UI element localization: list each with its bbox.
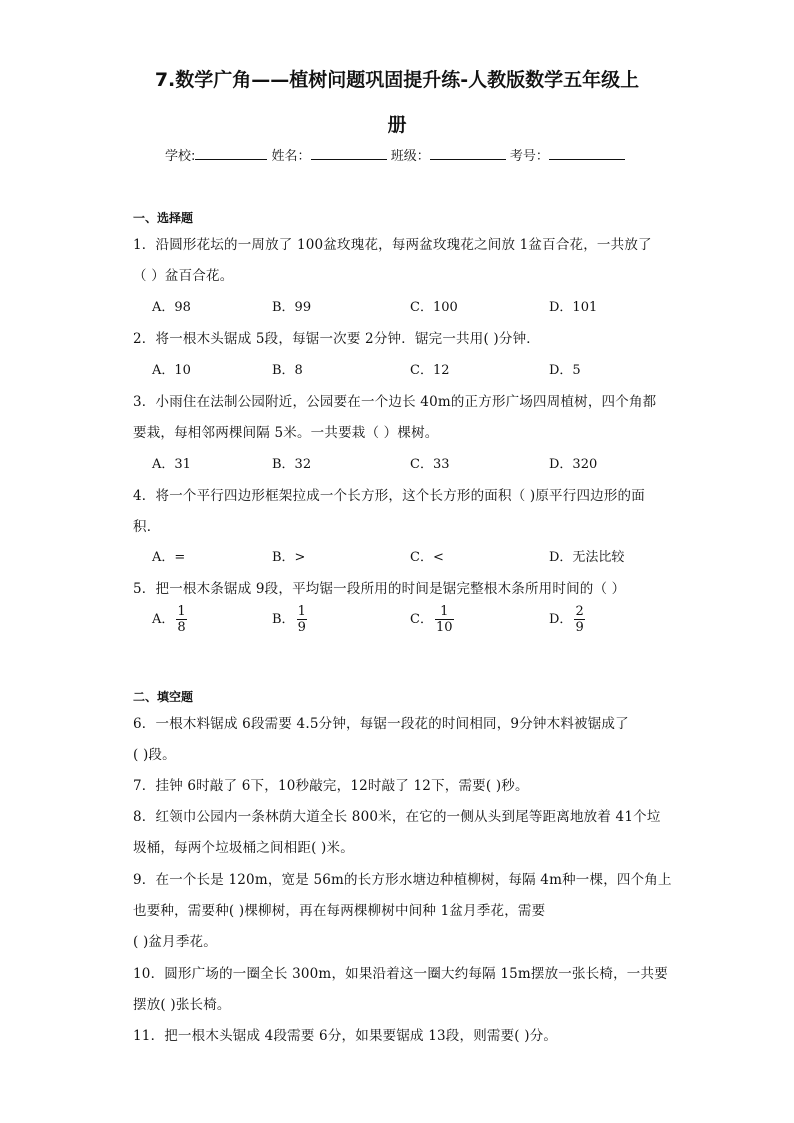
- question-6-line-1: 6．一根木料锯成 6段需要 4.5分钟，每锯一段花的时间相同，9分钟木料被锯成了: [133, 716, 629, 732]
- question-4-option-b: B．>: [272, 550, 306, 565]
- question-4-option-d: D．无法比较: [549, 550, 625, 565]
- fraction-denominator: 9: [297, 620, 306, 635]
- option-label: B．: [272, 612, 295, 627]
- question-5-option-d: [549, 604, 585, 635]
- question-2-line-1: 2．将一根木头锯成 5段，每锯一次要 2分钟．锯完一共用( )分钟．: [133, 331, 540, 347]
- question-1-option-c: C．100: [410, 300, 458, 315]
- name-label: 姓名：: [271, 149, 311, 164]
- fraction: [297, 604, 307, 635]
- question-4-line-2: 积．: [133, 519, 161, 535]
- fraction-numerator: 1: [297, 604, 306, 619]
- question-10-line-1: 10．圆形广场的一圈全长 300m，如果沿着这一圈大约每隔 15m摆放一张长椅，一共要: [133, 966, 668, 982]
- question-1-option-a: A．98: [152, 300, 191, 315]
- question-4-option-c: C．<: [410, 550, 444, 565]
- question-3-line-2: 要栽，每相邻两棵间隔 5米。一共要栽（ ）棵树。: [133, 425, 439, 441]
- question-2-option-c: C．12: [410, 363, 450, 378]
- question-3-option-d: D．320: [549, 457, 598, 472]
- question-10-line-2: 摆放( )张长椅。: [133, 997, 231, 1013]
- fraction: [574, 604, 584, 635]
- question-1-line-1: 1．沿圆形花坛的一周放了 100盆玫瑰花，每两盆玫瑰花之间放 1盆百合花，一共放了: [133, 237, 652, 253]
- fraction-numerator: 2: [575, 604, 584, 619]
- question-7-line-1: 7．挂钟 6时敲了 6下，10秒敲完，12时敲了 12下，需要( )秒。: [133, 778, 529, 794]
- question-8-line-1: 8．红领巾公园内一条林荫大道全长 800米，在它的一侧从头到尾等距离地放着 41个垃: [133, 809, 661, 825]
- fraction-denominator: 8: [177, 620, 186, 635]
- question-3-line-1: 3．小雨住在法制公园附近，公园要在一个边长 40m的正方形广场四周植树，四个角都: [133, 394, 657, 410]
- question-1-option-b: B．99: [272, 300, 312, 315]
- question-5-option-a: [152, 604, 187, 635]
- school-blank: [195, 147, 267, 160]
- question-5-option-c: [410, 604, 454, 635]
- question-3-option-c: C．33: [410, 457, 450, 472]
- question-9-line-1: 9．在一个长是 120m，宽是 56m的长方形水塘边种植柳树，每隔 4m种一棵，四个角上: [133, 872, 672, 888]
- fraction-numerator: 1: [435, 604, 454, 620]
- question-9-line-3: ( )盆月季花。: [133, 934, 217, 950]
- question-11-line-1: 11．把一根木头锯成 4段需要 6分，如果要锯成 13段，则需要( )分。: [133, 1028, 558, 1044]
- question-4-option-a: A．=: [152, 550, 186, 565]
- number-blank: [549, 147, 625, 160]
- question-2-option-d: D．5: [549, 363, 581, 378]
- section-heading-fill-blank: 二、填空题: [133, 690, 194, 704]
- option-label: D．: [549, 612, 573, 627]
- worksheet-title-continued: 册: [387, 114, 407, 136]
- question-3-option-b: B．32: [272, 457, 312, 472]
- question-3-option-a: A．31: [152, 457, 191, 472]
- question-2-option-a: A．10: [152, 363, 191, 378]
- school-label: 学校:: [165, 149, 196, 164]
- option-label: A．: [152, 612, 175, 627]
- question-5-option-b: [272, 604, 307, 635]
- option-label: C．: [410, 612, 433, 627]
- question-1-line-2: （ ）盆百合花。: [133, 268, 234, 284]
- name-blank: [311, 147, 387, 160]
- question-1-option-d: D．101: [549, 300, 598, 315]
- worksheet-title: 7.数学广角——植树问题巩固提升练-人教版数学五年级上: [154, 69, 640, 91]
- fraction: [435, 604, 454, 635]
- question-9-line-2: 也要种，需要种( )棵柳树，再在每两棵柳树中间种 1盆月季花，需要: [133, 903, 546, 919]
- question-2-option-b: B．8: [272, 363, 303, 378]
- fraction: [176, 604, 186, 635]
- class-blank: [430, 147, 506, 160]
- student-info-row: [165, 145, 625, 164]
- fraction-denominator: 10: [435, 620, 453, 635]
- question-8-line-2: 圾桶，每两个垃圾桶之间相距( )米。: [133, 840, 354, 856]
- section-heading-choice: 一、选择题: [133, 211, 194, 225]
- fraction-denominator: 9: [575, 620, 584, 635]
- number-label: 考号：: [509, 149, 549, 164]
- question-4-line-1: 4．将一个平行四边形框架拉成一个长方形，这个长方形的面积（ )原平行四边形的面: [133, 488, 645, 504]
- fraction-numerator: 1: [177, 604, 186, 619]
- question-6-line-2: ( )段。: [133, 747, 176, 763]
- question-5-line-1: 5．把一根木条锯成 9段，平均锯一段所用的时间是锯完整根木条所用时间的（ ）: [133, 581, 626, 597]
- class-label: 班级：: [390, 149, 430, 164]
